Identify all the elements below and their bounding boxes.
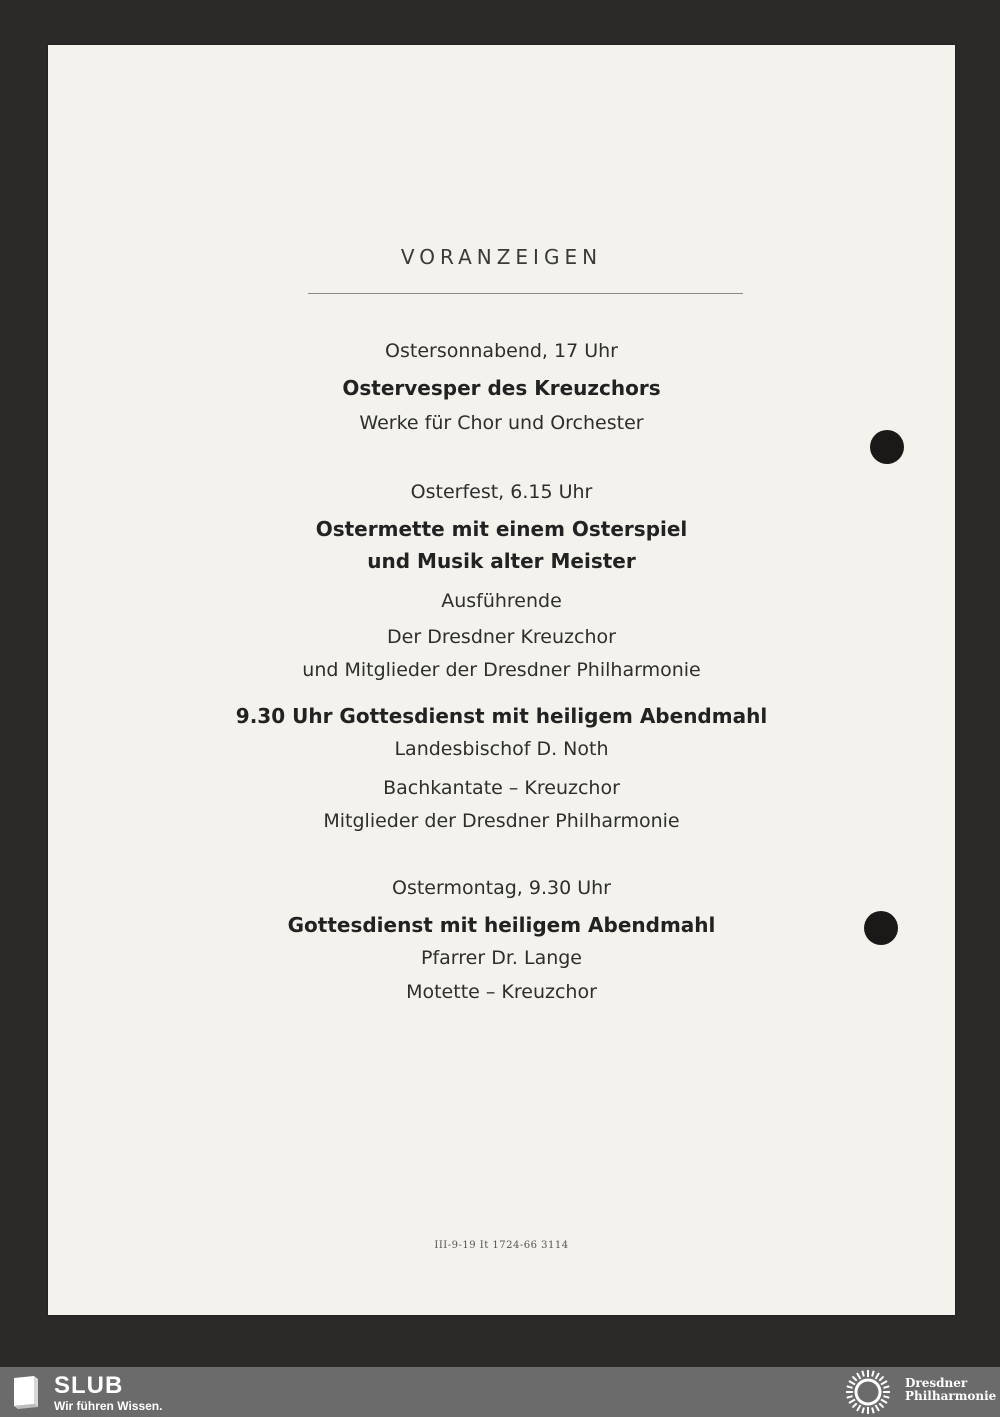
event-line: Landesbischof D. Noth bbox=[394, 738, 609, 760]
punch-hole bbox=[870, 430, 904, 464]
event-line: und Mitglieder der Dresdner Philharmonie bbox=[302, 659, 701, 681]
document-page bbox=[48, 45, 955, 1315]
event-title: Ostervesper des Kreuzchors bbox=[342, 376, 661, 400]
event-line: Der Dresdner Kreuzchor bbox=[387, 626, 616, 648]
event-line: Bachkantate – Kreuzchor bbox=[383, 777, 620, 799]
philharmonie-sunburst-icon[interactable] bbox=[838, 1369, 898, 1415]
slub-book-icon[interactable] bbox=[10, 1374, 40, 1410]
event-line: Pfarrer Dr. Lange bbox=[421, 947, 582, 969]
event-line: Osterfest, 6.15 Uhr bbox=[410, 481, 593, 503]
philharmonie-name[interactable] bbox=[905, 1377, 995, 1403]
event-title: Ostermette mit einem Osterspiel bbox=[315, 517, 688, 541]
print-code: III-9-19 It 1724-66 3114 bbox=[434, 1240, 569, 1251]
event-line: Ostersonnabend, 17 Uhr bbox=[385, 340, 618, 362]
philharmonie-name-line1: Dresdner bbox=[905, 1376, 968, 1390]
document-heading: VORANZEIGEN bbox=[400, 245, 603, 269]
philharmonie-name-line2: Philharmonie bbox=[905, 1389, 997, 1403]
event-line: Motette – Kreuzchor bbox=[406, 981, 597, 1003]
event-title: und Musik alter Meister bbox=[367, 549, 636, 573]
event-line: Mitglieder der Dresdner Philharmonie bbox=[323, 810, 680, 832]
event-line: Werke für Chor und Orchester bbox=[359, 412, 644, 434]
slub-name[interactable]: SLUB bbox=[54, 1372, 124, 1399]
viewer-footer bbox=[0, 1367, 1000, 1417]
event-title: 9.30 Uhr Gottesdienst mit heiligem Abendmahl bbox=[235, 704, 768, 728]
heading-divider bbox=[308, 293, 743, 294]
event-title: Gottesdienst mit heiligem Abendmahl bbox=[287, 913, 716, 937]
event-line: Ostermontag, 9.30 Uhr bbox=[392, 877, 611, 899]
event-line: Ausführende bbox=[441, 590, 562, 612]
slub-tagline: Wir führen Wissen. bbox=[54, 1399, 163, 1413]
